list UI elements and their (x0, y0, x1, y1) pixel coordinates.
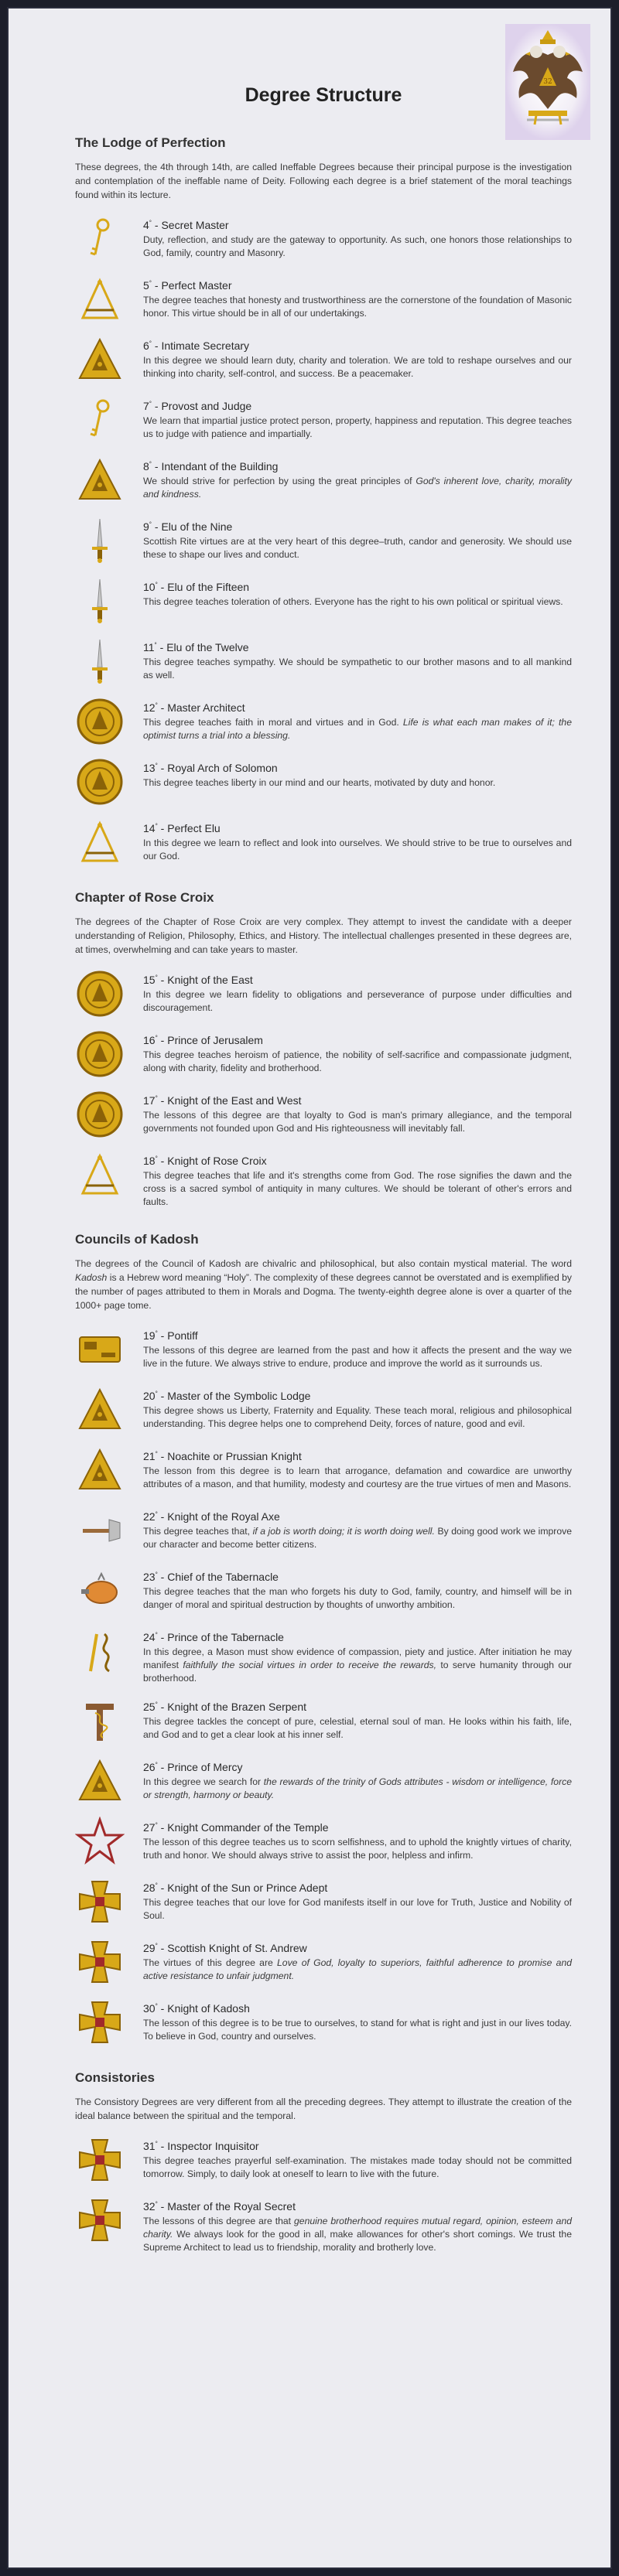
degree-description: In this degree, a Mason must show evidence of compassion, piety and justice. After initiation he may manifest faithfully the social virtues in order to receive the rewards, to serve humanity through our brotherhood. (143, 1646, 572, 1684)
medal-icon (75, 969, 143, 1018)
degree-title: 31° - Inspector Inquisitor (143, 2140, 259, 2152)
degree-number: 30 (143, 2002, 156, 2015)
degree-name: Intimate Secretary (161, 339, 250, 352)
degree-name: Royal Arch of Solomon (167, 762, 278, 774)
degree-number: 9 (143, 520, 149, 533)
degree-title: 22° - Knight of the Royal Axe (143, 1510, 280, 1523)
degree-number: 14 (143, 822, 156, 834)
degree-title: 10° - Elu of the Fifteen (143, 581, 250, 593)
cross-icon (75, 1877, 143, 1926)
degree-item (75, 636, 572, 686)
degree-description: In this degree we search for the rewards of the trinity of Gods attributes - wisdom or intelligence, force or strength, harmony or beauty. (143, 1776, 572, 1800)
svg-text:32: 32 (543, 78, 552, 86)
degree-title: 23° - Chief of the Tabernacle (143, 1571, 279, 1583)
degree-number: 26 (143, 1761, 156, 1773)
degree-title: 21° - Noachite or Prussian Knight (143, 1450, 302, 1462)
censer-icon (75, 1566, 143, 1616)
degree-description: This degree teaches prayerful self-examination. The mistakes made today should not be committed tomorrow. Simply, to daily look at oneself to learn to live with the future. (143, 2155, 572, 2179)
degree-number: 25 (143, 1701, 156, 1713)
degree-description: In this degree we learn to reflect and look into ourselves. We should strive to be true to ourselves and our God. (143, 838, 572, 862)
key-icon (75, 214, 143, 264)
triangle-icon (75, 1385, 143, 1435)
degree-title: 29° - Scottish Knight of St. Andrew (143, 1942, 307, 1954)
degree-name: Scottish Knight of St. Andrew (167, 1942, 307, 1954)
triangle-icon (75, 335, 143, 384)
degree-name: Prince of Jerusalem (167, 1034, 263, 1046)
degree-title: 5° - Perfect Master (143, 279, 232, 292)
degree-description: This degree teaches that life and it's strengths come from God. The rose signifies the dawn and the cross is a sacred symbol of antiquity in many cultures. We should be tolerant of other's errors and faults. (143, 1170, 572, 1207)
degree-name: Secret Master (161, 219, 229, 231)
degree-number: 28 (143, 1882, 156, 1894)
degree-number: 16 (143, 1034, 156, 1046)
section-intro-lodge: These degrees, the 4th through 14th, are called Ineffable Degrees because their principal purpose is the investigation and contemplation of the ineffable name of Deity. Following each degree is a brief statement of the moral teachings found within its lecture. (75, 162, 572, 200)
degree-title: 9° - Elu of the Nine (143, 520, 233, 533)
degree-number: 10 (143, 581, 156, 593)
degree-number: 19 (143, 1329, 156, 1342)
degree-description: We learn that impartial justice protect person, property, happiness and reputation. This degree teaches us to judge with patience and impartially. (143, 415, 572, 439)
degree-item (75, 1445, 572, 1495)
degree-item (75, 214, 572, 264)
degree-description: This degree shows us Liberty, Fraternity and Equality. These teach moral, religious and philosophical understanding. This degree helps one to comprehend Deity, forces of nature, good and evil. (143, 1405, 572, 1429)
degree-item (75, 1877, 572, 1926)
section-intro-rosecroix: The degrees of the Chapter of Rose Croix are very complex. They attempt to invest the candidate with a deeper understanding of Religion, Philosophy, Ethics, and History. The intellectual challenges presented in these degrees are, at times, overwhelming and can take years to master. (75, 916, 572, 955)
degree-title: 11° - Elu of the Twelve (143, 641, 249, 653)
degree-name: Knight of the Royal Axe (167, 1510, 280, 1523)
degree-title: 13° - Royal Arch of Solomon (143, 762, 278, 774)
degree-description: The degree teaches that honesty and trustworthiness are the cornerstone of the foundation of Masonic honor. This virtue should be in all of our undertakings. (143, 295, 572, 319)
degree-name: Elu of the Nine (161, 520, 233, 533)
degree-title: 4° - Secret Master (143, 219, 229, 231)
degree-item (75, 2196, 572, 2254)
degree-name: Noachite or Prussian Knight (167, 1450, 302, 1462)
degree-title: 12° - Master Architect (143, 701, 245, 714)
degree-description: This degree teaches sympathy. We should be sympathetic to our brother masons and to all mankind as well. (143, 657, 572, 681)
degree-number: 29 (143, 1942, 156, 1954)
degree-name: Knight of Kadosh (167, 2002, 250, 2015)
degree-title: 25° - Knight of the Brazen Serpent (143, 1701, 307, 1713)
degree-description: The lesson of this degree teaches us to scorn selfishness, and to uphold the knightly virtues of charity, truth and honor. We should always strive to assist the poor, helpless and infirm. (143, 1837, 572, 1861)
degree-number: 22 (143, 1510, 156, 1523)
degree-description: The virtues of this degree are Love of God, loyalty to superiors, faithful adherence to promise and active resistance to unfair judgment. (143, 1957, 572, 1981)
triangle-icon (75, 1756, 143, 1806)
degree-name: Knight Commander of the Temple (167, 1821, 329, 1834)
degree-description: This degree tackles the concept of pure, celestial, eternal soul of man. He looks within his faith, life, and God and to get a clear look at his inner self. (143, 1716, 572, 1740)
degree-name: Prince of the Tabernacle (167, 1631, 284, 1643)
degree-name: Perfect Elu (167, 822, 221, 834)
degree-title: 18° - Knight of Rose Croix (143, 1155, 267, 1167)
degree-name: Prince of Mercy (167, 1761, 243, 1773)
degree-item (75, 697, 572, 746)
degree-title: 32° - Master of the Royal Secret (143, 2200, 296, 2213)
degree-description: Duty, reflection, and study are the gateway to opportunity. As such, one honors those relationships to God, family, country and Masonry. (143, 234, 572, 258)
degree-number: 23 (143, 1571, 156, 1583)
section-title-kadosh: Councils of Kadosh (75, 1232, 199, 1247)
section-title-lodge: The Lodge of Perfection (75, 135, 226, 150)
degree-item (75, 1385, 572, 1435)
degree-title: 6° - Intimate Secretary (143, 339, 250, 352)
degree-item (75, 395, 572, 445)
degree-name: Pontiff (167, 1329, 198, 1342)
degree-number: 24 (143, 1631, 156, 1643)
degree-description: In this degree we should learn duty, charity and toleration. We are told to reshape ourselves and our thinking into charity, self-control, and success. Be a peacemaker. (143, 355, 572, 379)
degree-title: 28° - Knight of the Sun or Prince Adept (143, 1882, 328, 1894)
badge-icon (75, 1325, 143, 1374)
section-intro-consistories: The Consistory Degrees are very different from all the preceding degrees. They attempt to illustrate the creation of the ideal balance between the spiritual and the temporal. (75, 2097, 572, 2121)
star-icon (75, 1817, 143, 1866)
degree-number: 17 (143, 1094, 156, 1107)
degree-name: Perfect Master (161, 279, 232, 292)
degree-number: 20 (143, 1390, 156, 1402)
degree-name: Provost and Judge (161, 400, 252, 412)
degree-item (75, 1998, 572, 2047)
degree-name: Knight of Rose Croix (167, 1155, 267, 1167)
document-page (9, 9, 610, 2567)
degree-name: Knight of the Sun or Prince Adept (167, 1882, 328, 1894)
cross-icon (75, 2196, 143, 2245)
degree-item (75, 1937, 572, 1987)
degree-description: This degree teaches toleration of others. Everyone has the right to his own political or spiritual views. (143, 596, 563, 607)
section-intro-kadosh: The degrees of the Council of Kadosh are chivalric and philosophical, but also contain mystical material. The word Kadosh is a Hebrew word meaning “Holy”. The complexity of these degrees cannot be overstated and is exemplified by the number of pages attributed to them in Morals and Dogma. The twenty-eighth degree alone is over a quarter of the 1000+ page tome. (75, 1258, 573, 1311)
degree-number: 6 (143, 339, 149, 352)
degree-number: 32 (143, 2200, 156, 2213)
triangle-icon (75, 1445, 143, 1495)
axe-icon (75, 1506, 143, 1555)
medal-icon (75, 757, 143, 807)
dagger-icon (75, 576, 143, 626)
degree-item (75, 1566, 572, 1616)
degree-name: Master Architect (167, 701, 245, 714)
dagger-icon (75, 516, 143, 565)
degree-name: Master of the Symbolic Lodge (167, 1390, 311, 1402)
degree-title: 17° - Knight of the East and West (143, 1094, 302, 1107)
degree-description: The lesson from this degree is to learn that arrogance, defamation and cowardice are unworthy attributes of a mason, and that humility, modesty and courtesy are the true virtues of men and Masons. (143, 1465, 572, 1489)
degree-number: 18 (143, 1155, 156, 1167)
degree-title: 19° - Pontiff (143, 1329, 198, 1342)
degree-number: 15 (143, 974, 156, 986)
degree-description: This degree teaches that our love for God manifests itself in our love for Truth, Justice and Nobility of Soul. (143, 1897, 572, 1921)
degree-description: This degree teaches that, if a job is worth doing; it is worth doing well. By doing good work we improve our character and become better citizens. (143, 1526, 572, 1550)
degree-item (75, 275, 572, 324)
cross-icon (75, 1937, 143, 1987)
medal-icon (75, 1090, 143, 1139)
degree-item (75, 969, 572, 1018)
serpent-icon (75, 1626, 143, 1676)
degree-name: Master of the Royal Secret (167, 2200, 296, 2213)
degree-number: 27 (143, 1821, 156, 1834)
degree-description: This degree teaches that the man who forgets his duty to God, family, country, and himself will be in danger of moral and spiritual destruction by thoughts of unworthy ambition. (143, 1586, 572, 1610)
degree-item (75, 1150, 572, 1209)
degree-description: The lesson of this degree is to be true to ourselves, to stand for what is right and just in our lives today. To believe in God, country and ourselves. (143, 2018, 572, 2042)
degree-name: Knight of the Brazen Serpent (167, 1701, 307, 1713)
degree-title: 30° - Knight of Kadosh (143, 2002, 250, 2015)
degree-name: Chief of the Tabernacle (167, 1571, 279, 1583)
degree-item (75, 1029, 572, 1079)
degree-description: We should strive for perfection by using the great principles of God's inherent love, charity, morality and kindness. (143, 476, 572, 500)
degree-number: 31 (143, 2140, 156, 2152)
degree-item (75, 1506, 572, 1555)
degree-name: Inspector Inquisitor (167, 2140, 259, 2152)
degree-number: 7 (143, 400, 149, 412)
degree-item (75, 1090, 572, 1139)
degree-description: In this degree we learn fidelity to obligations and perseverance of purpose under difficulties and discouragement. (143, 989, 572, 1013)
degree-number: 21 (143, 1450, 156, 1462)
degree-number: 5 (143, 279, 149, 292)
section-title-consistories: Consistories (75, 2070, 155, 2085)
page-title: Degree Structure (245, 84, 402, 106)
degree-item (75, 1626, 572, 1685)
degree-description: The lessons of this degree are that loyalty to God is man's primary allegiance, and the temporal governments not founded upon God and His righteousness will inevitably fall. (143, 1110, 572, 1134)
compass-icon (75, 1150, 143, 1199)
degree-name: Knight of the East and West (167, 1094, 302, 1107)
degree-description: The lessons of this degree are learned from the past and how it affects the present and the way we live in the future. We always strive to endure, produce and improve the world as it surrounds us. (143, 1345, 572, 1369)
degree-number: 4 (143, 219, 149, 231)
degree-item (75, 817, 572, 867)
degree-name: Elu of the Twelve (166, 641, 249, 653)
medal-icon (75, 1029, 143, 1079)
degree-title: 16° - Prince of Jerusalem (143, 1034, 263, 1046)
section-title-rosecroix: Chapter of Rose Croix (75, 890, 214, 905)
degree-number: 8 (143, 460, 149, 473)
degree-item (75, 2135, 572, 2185)
degree-description: Scottish Rite virtues are at the very heart of this degree–truth, candor and generosity. We should use these to shape our lives and conduct. (143, 536, 572, 560)
cross-icon (75, 2135, 143, 2185)
degree-title: 15° - Knight of the East (143, 974, 253, 986)
degree-item (75, 335, 572, 384)
degree-number: 13 (143, 762, 156, 774)
degree-item (75, 1817, 572, 1866)
degree-title: 7° - Provost and Judge (143, 400, 252, 412)
degree-number: 12 (143, 701, 156, 714)
degree-item (75, 1325, 572, 1374)
cross-icon (75, 1998, 143, 2047)
degree-description: This degree teaches liberty in our mind and our hearts, motivated by duty and honor. (143, 777, 496, 788)
key-icon (75, 395, 143, 445)
degree-title: 26° - Prince of Mercy (143, 1761, 243, 1773)
degree-title: 24° - Prince of the Tabernacle (143, 1631, 284, 1643)
dagger-icon (75, 636, 143, 686)
degree-title: 27° - Knight Commander of the Temple (143, 1821, 329, 1834)
degree-description: This degree teaches heroism of patience, the nobility of self-sacrifice and compassionate judgment, along with charity, fidelity and brotherhood. (143, 1049, 572, 1073)
degree-title: 14° - Perfect Elu (143, 822, 221, 834)
degree-item (75, 516, 572, 565)
degree-item (75, 1696, 572, 1745)
triangle-icon (75, 455, 143, 505)
degree-title: 8° - Intendant of the Building (143, 460, 279, 473)
degree-description: This degree teaches faith in moral and virtues and in God. Life is what each man makes of it; the optimist turns a trial into a blessing. (143, 717, 572, 741)
degree-name: Elu of the Fifteen (167, 581, 250, 593)
degree-item (75, 757, 572, 807)
tau-icon (75, 1696, 143, 1745)
degree-description: The lessons of this degree are that genuine brotherhood requires mutual regard, opinion, esteem and charity. We always look for the good in all, make allowances for other's short comings. We trust the Supreme Architect to lead us to friendship, morality and brotherly love. (143, 2216, 572, 2253)
degree-item (75, 1756, 572, 1806)
degree-title: 20° - Master of the Symbolic Lodge (143, 1390, 311, 1402)
degree-item (75, 576, 572, 626)
compass-icon (75, 275, 143, 324)
degree-number: 11 (143, 641, 155, 653)
degree-name: Intendant of the Building (161, 460, 279, 473)
medal-icon (75, 697, 143, 746)
degree-name: Knight of the East (167, 974, 253, 986)
compass-icon (75, 817, 143, 867)
degree-item (75, 455, 572, 505)
